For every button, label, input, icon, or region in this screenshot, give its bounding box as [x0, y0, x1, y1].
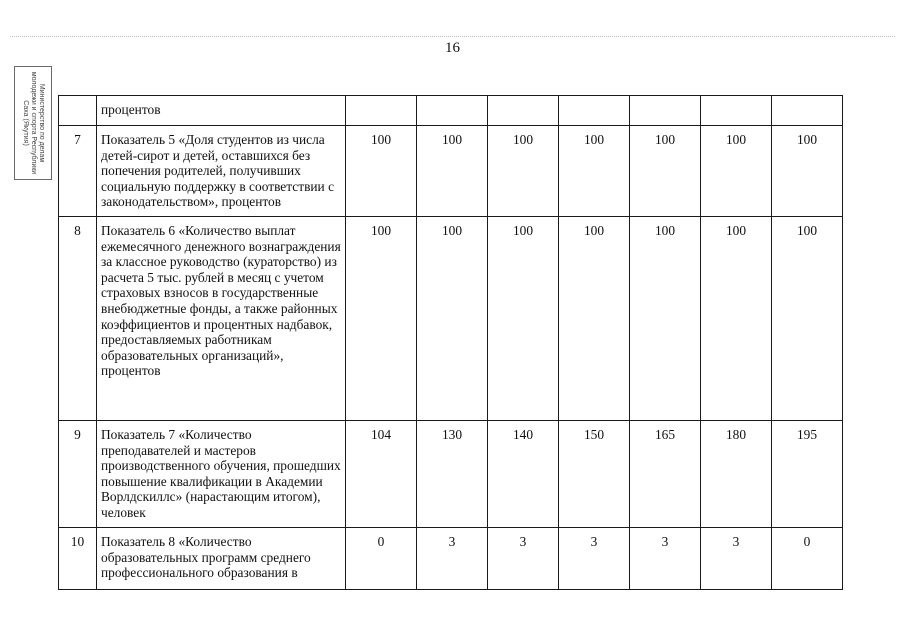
value-cell: 140 [488, 421, 559, 528]
table-row [59, 96, 843, 126]
indicator-description: Показатель 8 «Количество образовательных программ среднего профессионального образования в [97, 528, 346, 590]
row-number: 7 [59, 126, 97, 217]
value-cell: 180 [701, 421, 772, 528]
indicator-description: Показатель 6 «Количество выплат ежемесячного денежного вознаграждения за классное руководство (кураторство) из расчета 5 тыс. рублей в месяц с учетом страховых взносов в государственные внебюджетные фонды, а также районных коэффициентов и процентных надбавок, предоставляемых работникам образовательных организаций», процентов [97, 217, 346, 421]
value-cell: 3 [488, 528, 559, 590]
table-row [59, 126, 843, 217]
value-cell [559, 96, 630, 126]
indicators-table [58, 95, 843, 590]
value-cell: 165 [630, 421, 701, 528]
value-cell: 100 [701, 126, 772, 217]
value-cell [630, 96, 701, 126]
value-cell [488, 96, 559, 126]
value-cell: 3 [417, 528, 488, 590]
row-number: 9 [59, 421, 97, 528]
value-cell: 100 [772, 126, 843, 217]
page-bottom-margin [0, 600, 905, 640]
value-cell: 0 [772, 528, 843, 590]
row-number [59, 96, 97, 126]
indicator-description: Показатель 7 «Количество преподавателей и мастеров производственного обучения, прошедших повышение квалификации в Академии Ворлдскиллс» (нарастающим итогом), человек [97, 421, 346, 528]
page-number: 16 [445, 40, 460, 56]
stamp-text: Министерство по делам молодежи и спорта Республики Саха (Якутия) [22, 71, 45, 175]
value-cell: 100 [772, 217, 843, 421]
value-cell: 100 [488, 217, 559, 421]
value-cell: 130 [417, 421, 488, 528]
value-cell [346, 96, 417, 126]
value-cell: 150 [559, 421, 630, 528]
value-cell: 100 [701, 217, 772, 421]
value-cell: 100 [630, 217, 701, 421]
value-cell: 3 [701, 528, 772, 590]
scan-artifact-line [10, 36, 895, 37]
registration-stamp [14, 66, 52, 180]
value-cell: 100 [488, 126, 559, 217]
value-cell [417, 96, 488, 126]
value-cell: 3 [559, 528, 630, 590]
value-cell: 100 [559, 126, 630, 217]
value-cell [701, 96, 772, 126]
indicator-description: процентов [97, 96, 346, 126]
value-cell: 0 [346, 528, 417, 590]
value-cell: 195 [772, 421, 843, 528]
value-cell: 100 [346, 126, 417, 217]
value-cell: 104 [346, 421, 417, 528]
value-cell: 100 [559, 217, 630, 421]
value-cell: 100 [417, 126, 488, 217]
table-row [59, 421, 843, 528]
value-cell: 3 [630, 528, 701, 590]
table-row [59, 528, 843, 590]
table-row [59, 217, 843, 421]
value-cell: 100 [417, 217, 488, 421]
row-number: 10 [59, 528, 97, 590]
value-cell [772, 96, 843, 126]
value-cell: 100 [630, 126, 701, 217]
indicator-description: Показатель 5 «Доля студентов из числа детей-сирот и детей, оставшихся без попечения родителей, получивших социальную поддержку в соответствии с законодательством», процентов [97, 126, 346, 217]
value-cell: 100 [346, 217, 417, 421]
row-number: 8 [59, 217, 97, 421]
